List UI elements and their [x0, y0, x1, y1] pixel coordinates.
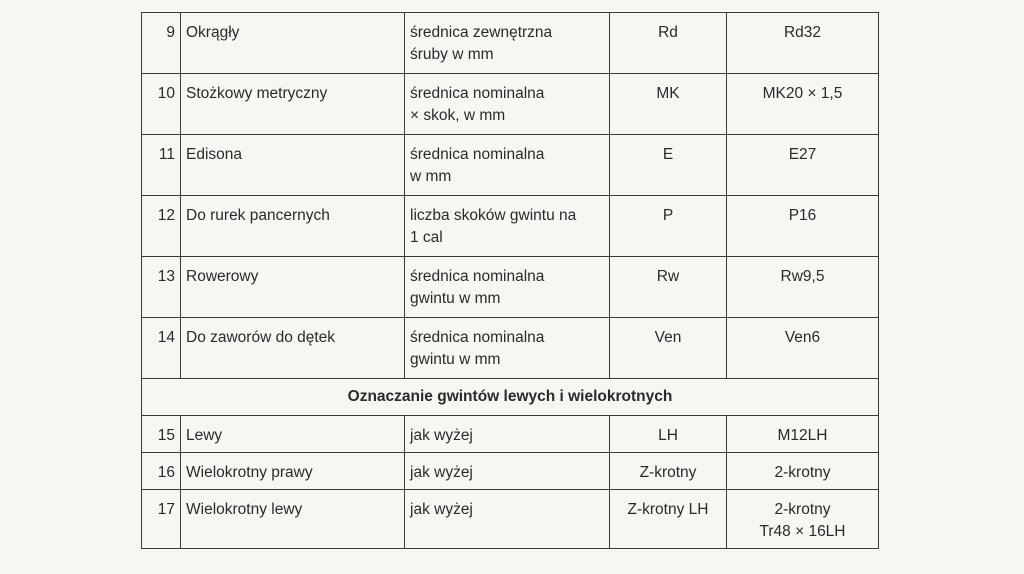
table-row [142, 135, 879, 196]
row-number: 10 [142, 74, 181, 135]
thread-description [405, 416, 610, 453]
thread-symbol: Rd [610, 13, 727, 74]
description-line: jak wyżej [410, 501, 473, 518]
description-line: średnica zewnętrzna [410, 24, 553, 41]
thread-example [727, 196, 879, 257]
description-line: gwintu w mm [410, 290, 501, 307]
thread-name: Do zaworów do dętek [181, 318, 405, 379]
thread-symbol: LH [610, 416, 727, 453]
thread-symbol: MK [610, 74, 727, 135]
description-line: w mm [410, 168, 452, 185]
description-line: średnica nominalna [410, 268, 545, 285]
table-row [142, 318, 879, 379]
thread-description [405, 453, 610, 490]
thread-symbol: P [610, 196, 727, 257]
thread-description [405, 257, 610, 318]
description-line: liczba skoków gwintu na [410, 207, 577, 224]
row-number: 16 [142, 453, 181, 490]
description-line: jak wyżej [410, 464, 473, 481]
example-line: E27 [788, 146, 817, 163]
thread-name: Edisona [181, 135, 405, 196]
thread-example [727, 490, 879, 549]
table-row [142, 490, 879, 549]
thread-example [727, 318, 879, 379]
description-line: średnica nominalna [410, 146, 545, 163]
row-number: 15 [142, 416, 181, 453]
row-number: 13 [142, 257, 181, 318]
thread-symbol: E [610, 135, 727, 196]
thread-description [405, 135, 610, 196]
thread-example [727, 453, 879, 490]
description-line: 1 cal [410, 229, 443, 246]
example-line: 2-krotny [774, 501, 831, 518]
thread-example [727, 257, 879, 318]
row-number: 17 [142, 490, 181, 549]
example-line: Rd32 [783, 24, 822, 41]
example-line: P16 [788, 207, 817, 224]
thread-name: Do rurek pancernych [181, 196, 405, 257]
thread-name: Wielokrotny lewy [181, 490, 405, 549]
example-line: MK20 × 1,5 [762, 85, 843, 102]
thread-example [727, 13, 879, 74]
example-line: M12LH [777, 427, 828, 444]
description-line: średnica nominalna [410, 329, 545, 346]
table-row [142, 453, 879, 490]
table-row [142, 13, 879, 74]
thread-description [405, 74, 610, 135]
thread-example [727, 135, 879, 196]
example-line: Tr48 × 16LH [759, 523, 846, 540]
row-number: 11 [142, 135, 181, 196]
thread-symbol: Ven [610, 318, 727, 379]
example-line: Ven6 [784, 329, 821, 346]
thread-example [727, 416, 879, 453]
table-row [142, 74, 879, 135]
row-number: 12 [142, 196, 181, 257]
thread-name: Wielokrotny prawy [181, 453, 405, 490]
thread-symbol: Z-krotny LH [610, 490, 727, 549]
thread-symbol: Rw [610, 257, 727, 318]
thread-description [405, 318, 610, 379]
description-line: średnica nominalna [410, 85, 545, 102]
thread-description [405, 196, 610, 257]
row-number: 14 [142, 318, 181, 379]
table-row [142, 196, 879, 257]
description-line: gwintu w mm [410, 351, 501, 368]
section-header-row [142, 379, 879, 416]
thread-symbol: Z-krotny [610, 453, 727, 490]
description-line: jak wyżej [410, 427, 473, 444]
thread-name: Stożkowy metryczny [181, 74, 405, 135]
table-row [142, 416, 879, 453]
description-line: × skok, w mm [410, 107, 506, 124]
thread-name: Okrągły [181, 13, 405, 74]
table-row [142, 257, 879, 318]
thread-example [727, 74, 879, 135]
example-line: 2-krotny [774, 464, 831, 481]
example-line: Rw9,5 [780, 268, 825, 285]
thread-name: Lewy [181, 416, 405, 453]
thread-designation-table [141, 12, 879, 549]
thread-description [405, 490, 610, 549]
description-line: śruby w mm [410, 46, 494, 63]
thread-description [405, 13, 610, 74]
thread-name: Rowerowy [181, 257, 405, 318]
row-number: 9 [142, 13, 181, 74]
section-title: Oznaczanie gwintów lewych i wielokrotnych [142, 379, 879, 416]
